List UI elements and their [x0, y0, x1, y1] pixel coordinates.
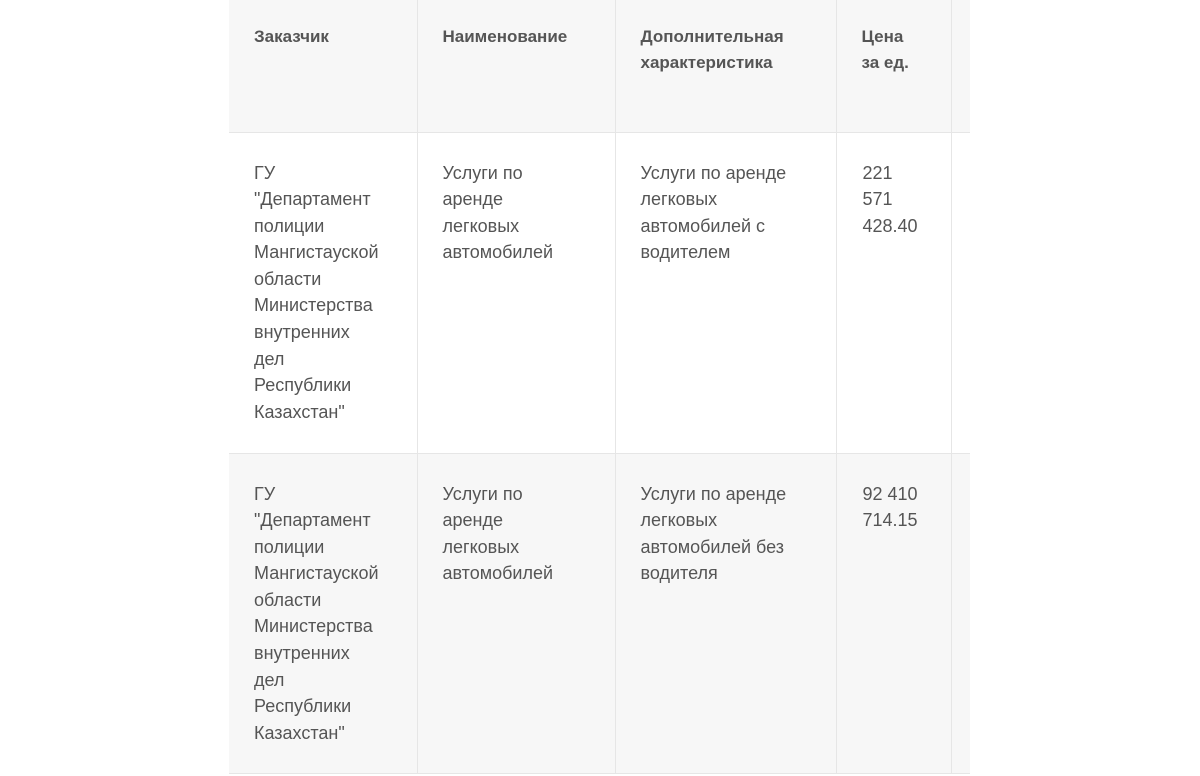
- table-row[interactable]: [229, 132, 970, 453]
- customer-text: ГУ "Департамент полиции Мангистауской области Министерства внутренних дел Республики Казахстан": [254, 162, 379, 422]
- cell-characteristic: [615, 453, 836, 773]
- characteristic-text: Услуги по аренде легковых автомобилей с водителем: [640, 162, 787, 263]
- header-characteristic[interactable]: [615, 0, 836, 132]
- characteristic-text: Услуги по аренде легковых автомобилей без водителя: [640, 483, 787, 584]
- procurement-table: [229, 0, 970, 774]
- cell-customer: [229, 453, 417, 773]
- cell-name: [417, 453, 615, 773]
- unit-price-text: 92 410 714.15: [862, 483, 918, 531]
- unit-price-text: 221 571 428.40: [862, 162, 918, 236]
- cell-customer: [229, 132, 417, 453]
- name-text: Услуги по аренде легковых автомобилей: [442, 483, 554, 584]
- header-name-label: Наименование: [442, 27, 568, 46]
- header-unit-price-label: Цена за ед.: [861, 27, 909, 72]
- header-name[interactable]: [417, 0, 615, 132]
- table-header-row: [229, 0, 970, 132]
- cell-unit-price: [836, 132, 951, 453]
- cell-name: [417, 132, 615, 453]
- header-next-column-partial: [951, 0, 970, 132]
- cell-characteristic: [615, 132, 836, 453]
- header-characteristic-label: Дополнительная характеристика: [640, 27, 784, 72]
- header-customer-label: Заказчик: [254, 27, 329, 46]
- name-text: Услуги по аренде легковых автомобилей: [442, 162, 554, 263]
- table-row[interactable]: [229, 453, 970, 773]
- cell-unit-price: [836, 453, 951, 773]
- header-customer[interactable]: [229, 0, 417, 132]
- customer-text: ГУ "Департамент полиции Мангистауской области Министерства внутренних дел Республики Казахстан": [254, 483, 379, 743]
- procurement-table-container[interactable]: [229, 0, 970, 776]
- header-unit-price[interactable]: [836, 0, 951, 132]
- cell-next-column-partial: [951, 453, 970, 773]
- cell-next-column-partial: [951, 132, 970, 453]
